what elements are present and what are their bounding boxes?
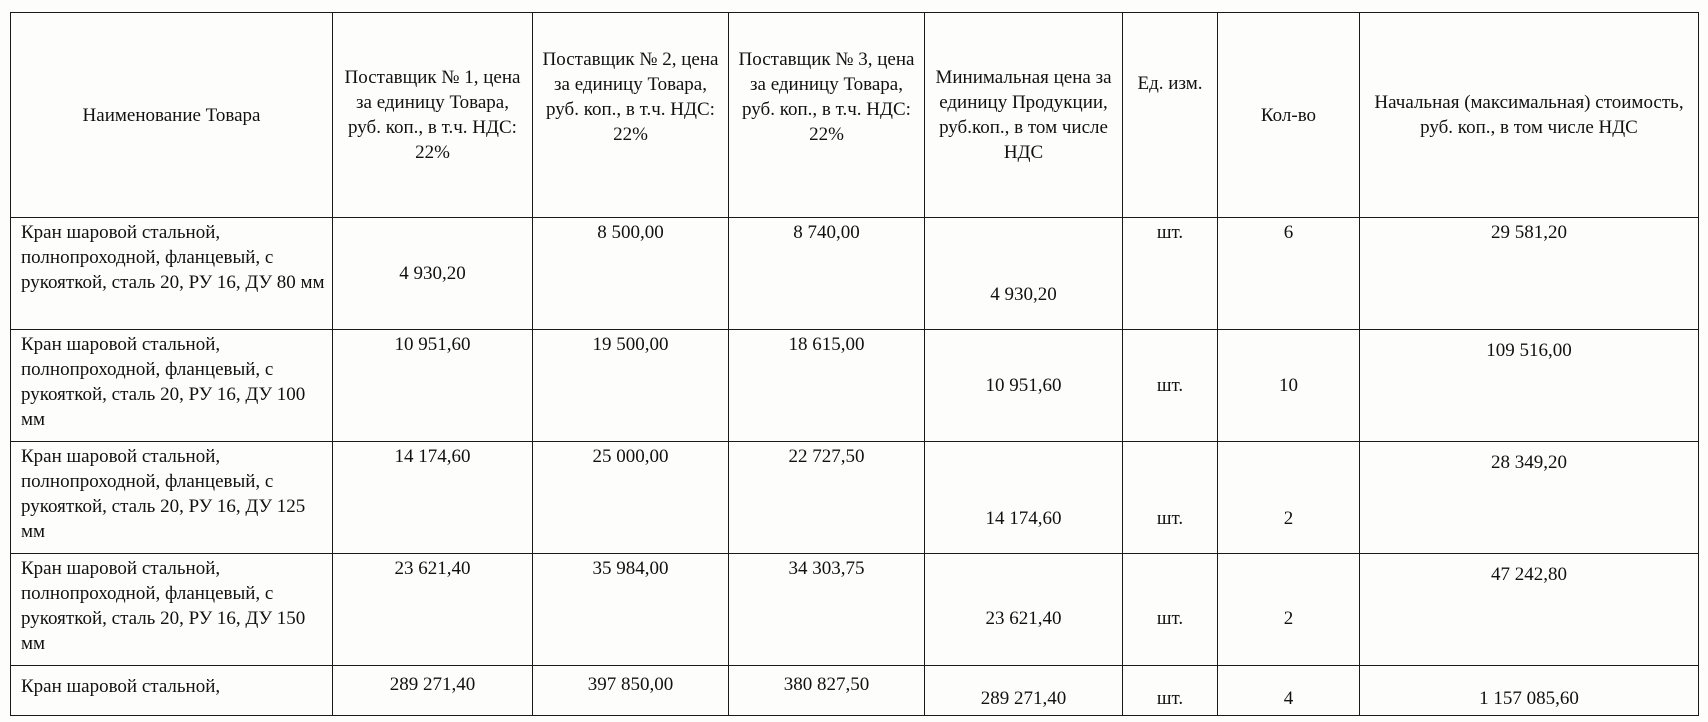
supplier-1-price: 4 930,20	[333, 218, 533, 330]
unit: шт.	[1123, 330, 1218, 442]
min-price: 14 174,60	[925, 442, 1123, 554]
supplier-3-price: 8 740,00	[729, 218, 925, 330]
header-supplier-3: Поставщик № 3, цена за единицу Товара, руб. коп., в т.ч. НДС: 22%	[729, 13, 925, 218]
table-row	[11, 666, 1699, 716]
min-price: 4 930,20	[925, 218, 1123, 330]
table-header-row	[11, 13, 1699, 218]
supplier-2-price: 19 500,00	[533, 330, 729, 442]
supplier-3-price: 34 303,75	[729, 554, 925, 666]
supplier-1-price: 14 174,60	[333, 442, 533, 554]
header-min-price: Минимальная цена за единицу Продукции, руб.коп., в том числе НДС	[925, 13, 1123, 218]
quantity: 2	[1218, 554, 1360, 666]
item-name: Кран шаровой стальной, полнопроходной, фланцевый, с рукояткой, сталь 20, РУ 16, ДУ 150 мм	[11, 554, 333, 666]
header-supplier-2: Поставщик № 2, цена за единицу Товара, руб. коп., в т.ч. НДС: 22%	[533, 13, 729, 218]
price-comparison-table	[10, 12, 1699, 716]
unit: шт.	[1123, 666, 1218, 716]
header-qty: Кол-во	[1218, 13, 1360, 218]
supplier-1-price: 289 271,40	[333, 666, 533, 716]
table-row	[11, 442, 1699, 554]
supplier-3-price: 18 615,00	[729, 330, 925, 442]
header-name: Наименование Товара	[11, 13, 333, 218]
quantity: 6	[1218, 218, 1360, 330]
supplier-1-price: 23 621,40	[333, 554, 533, 666]
quantity: 10	[1218, 330, 1360, 442]
unit: шт.	[1123, 554, 1218, 666]
supplier-2-price: 25 000,00	[533, 442, 729, 554]
supplier-1-price: 10 951,60	[333, 330, 533, 442]
total-cost: 28 349,20	[1360, 442, 1699, 554]
min-price: 289 271,40	[925, 666, 1123, 716]
supplier-2-price: 397 850,00	[533, 666, 729, 716]
quantity: 2	[1218, 442, 1360, 554]
supplier-3-price: 380 827,50	[729, 666, 925, 716]
quantity: 4	[1218, 666, 1360, 716]
table-row	[11, 330, 1699, 442]
total-cost: 47 242,80	[1360, 554, 1699, 666]
table-row	[11, 554, 1699, 666]
supplier-3-price: 22 727,50	[729, 442, 925, 554]
total-cost: 109 516,00	[1360, 330, 1699, 442]
item-name: Кран шаровой стальной,	[11, 666, 333, 716]
header-unit: Ед. изм.	[1123, 13, 1218, 218]
min-price: 10 951,60	[925, 330, 1123, 442]
header-supplier-1: Поставщик № 1, цена за единицу Товара, руб. коп., в т.ч. НДС: 22%	[333, 13, 533, 218]
unit: шт.	[1123, 442, 1218, 554]
item-name: Кран шаровой стальной, полнопроходной, фланцевый, с рукояткой, сталь 20, РУ 16, ДУ 80 мм	[11, 218, 333, 330]
unit: шт.	[1123, 218, 1218, 330]
total-cost: 1 157 085,60	[1360, 666, 1699, 716]
table-row	[11, 218, 1699, 330]
supplier-2-price: 35 984,00	[533, 554, 729, 666]
total-cost: 29 581,20	[1360, 218, 1699, 330]
supplier-2-price: 8 500,00	[533, 218, 729, 330]
header-total: Начальная (максимальная) стоимость, руб. коп., в том числе НДС	[1360, 13, 1699, 218]
min-price: 23 621,40	[925, 554, 1123, 666]
item-name: Кран шаровой стальной, полнопроходной, фланцевый, с рукояткой, сталь 20, РУ 16, ДУ 125 мм	[11, 442, 333, 554]
item-name: Кран шаровой стальной, полнопроходной, фланцевый, с рукояткой, сталь 20, РУ 16, ДУ 100 мм	[11, 330, 333, 442]
